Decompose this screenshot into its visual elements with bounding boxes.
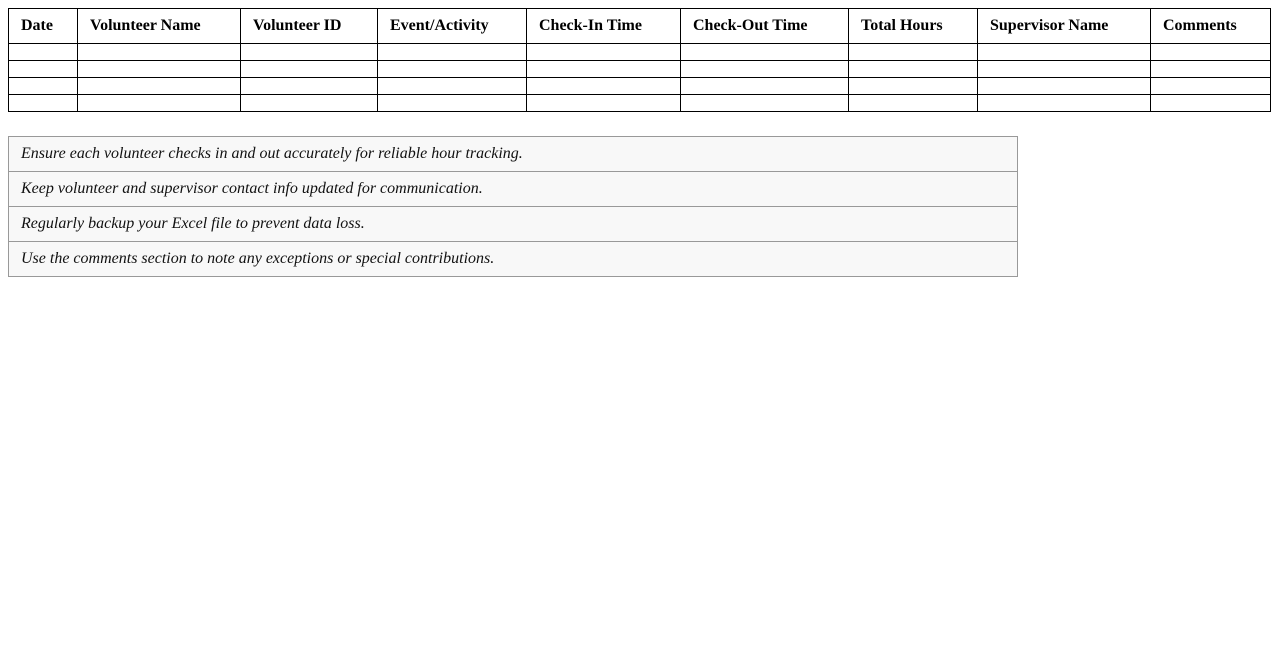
table-cell[interactable] xyxy=(681,78,849,95)
table-cell[interactable] xyxy=(1151,95,1271,112)
table-cell[interactable] xyxy=(1151,61,1271,78)
tip-item: Keep volunteer and supervisor contact info updated for communication. xyxy=(9,172,1017,207)
table-cell[interactable] xyxy=(527,78,681,95)
table-cell[interactable] xyxy=(9,78,78,95)
table-row xyxy=(9,44,1271,61)
table-cell[interactable] xyxy=(527,61,681,78)
table-cell[interactable] xyxy=(9,61,78,78)
table-cell[interactable] xyxy=(241,61,378,78)
table-cell[interactable] xyxy=(241,44,378,61)
table-cell[interactable] xyxy=(78,78,241,95)
column-header-date: Date xyxy=(9,9,78,44)
column-header-volunteer-id: Volunteer ID xyxy=(241,9,378,44)
table-cell[interactable] xyxy=(241,78,378,95)
table-cell[interactable] xyxy=(378,78,527,95)
table-cell[interactable] xyxy=(849,44,978,61)
column-header-check-out-time: Check-Out Time xyxy=(681,9,849,44)
tips-list xyxy=(8,136,1018,277)
table-cell[interactable] xyxy=(78,61,241,78)
tip-item: Ensure each volunteer checks in and out accurately for reliable hour tracking. xyxy=(9,137,1017,172)
table-cell[interactable] xyxy=(527,95,681,112)
table-cell[interactable] xyxy=(849,95,978,112)
tip-item: Regularly backup your Excel file to prevent data loss. xyxy=(9,207,1017,242)
table-cell[interactable] xyxy=(681,44,849,61)
volunteer-hours-table xyxy=(8,8,1271,112)
table-cell[interactable] xyxy=(849,78,978,95)
table-row xyxy=(9,95,1271,112)
table-cell[interactable] xyxy=(78,44,241,61)
column-header-check-in-time: Check-In Time xyxy=(527,9,681,44)
table-cell[interactable] xyxy=(978,78,1151,95)
table-cell[interactable] xyxy=(1151,44,1271,61)
table-cell[interactable] xyxy=(681,61,849,78)
table-cell[interactable] xyxy=(241,95,378,112)
table-cell[interactable] xyxy=(849,61,978,78)
table-cell[interactable] xyxy=(527,44,681,61)
table-cell[interactable] xyxy=(378,44,527,61)
column-header-total-hours: Total Hours xyxy=(849,9,978,44)
column-header-comments: Comments xyxy=(1151,9,1271,44)
table-cell[interactable] xyxy=(9,44,78,61)
tip-item: Use the comments section to note any exceptions or special contributions. xyxy=(9,242,1017,277)
table-cell[interactable] xyxy=(378,61,527,78)
table-cell[interactable] xyxy=(681,95,849,112)
table-cell[interactable] xyxy=(78,95,241,112)
table-cell[interactable] xyxy=(978,44,1151,61)
column-header-volunteer-name: Volunteer Name xyxy=(78,9,241,44)
table-row xyxy=(9,61,1271,78)
table-cell[interactable] xyxy=(978,95,1151,112)
column-header-event-activity: Event/Activity xyxy=(378,9,527,44)
column-header-supervisor-name: Supervisor Name xyxy=(978,9,1151,44)
table-cell[interactable] xyxy=(9,95,78,112)
table-row xyxy=(9,78,1271,95)
table-header-row xyxy=(9,9,1271,44)
table-cell[interactable] xyxy=(1151,78,1271,95)
table-cell[interactable] xyxy=(378,95,527,112)
table-cell[interactable] xyxy=(978,61,1151,78)
